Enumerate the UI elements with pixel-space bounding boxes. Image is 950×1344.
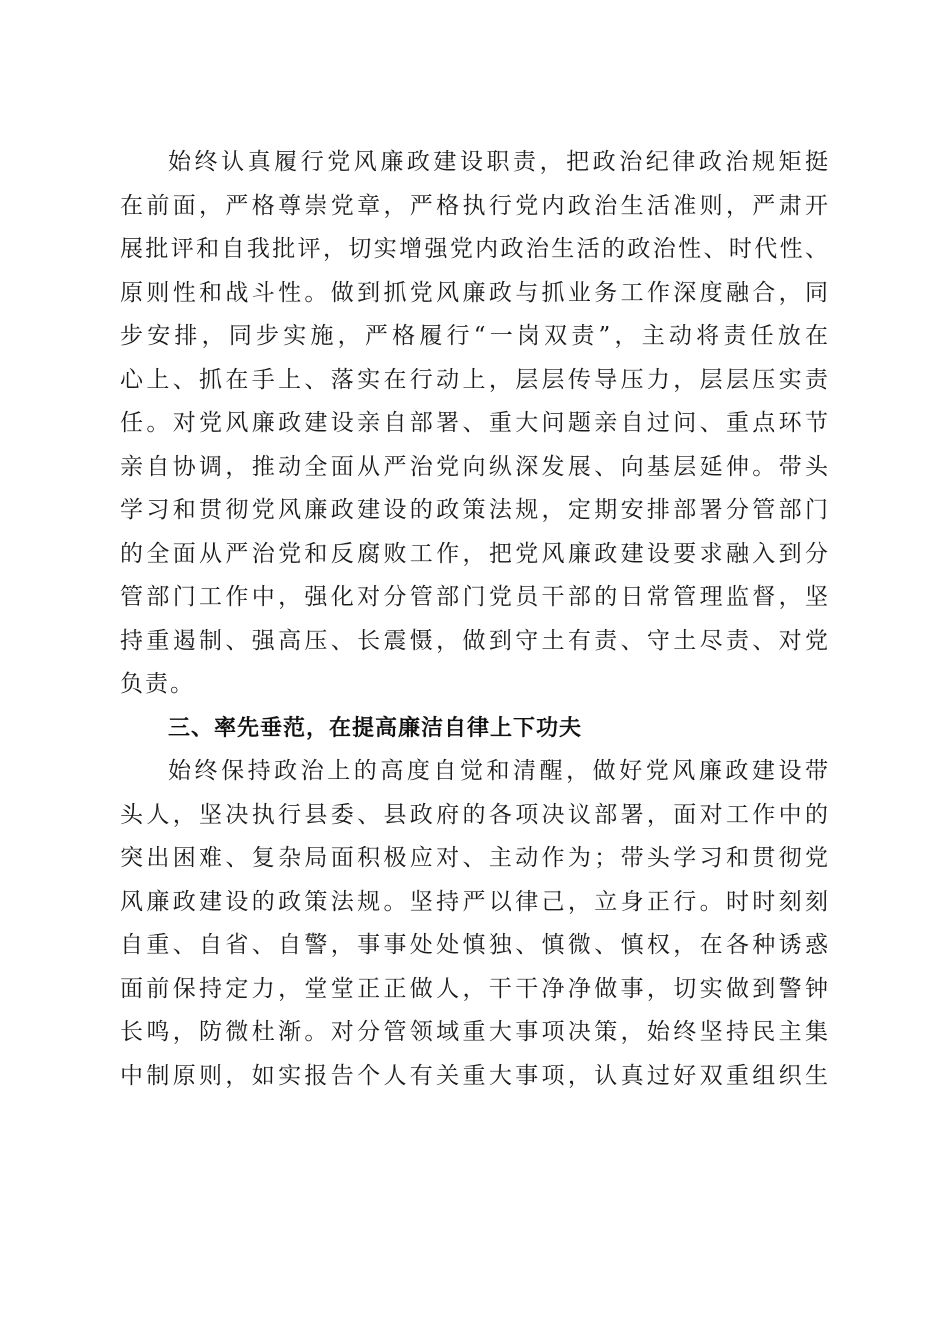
text-line: 学习和贯彻党风廉政建设的政策法规，定期安排部署分管部门: [120, 497, 830, 523]
text-line: 任。对党风廉政建设亲自部署、重大问题亲自过问、重点环节: [120, 410, 830, 436]
text-line: 的全面从严治党和反腐败工作，把党风廉政建设要求融入到分: [120, 540, 830, 567]
text-line: 中制原则，如实报告个人有关重大事项，认真过好双重组织生: [120, 1062, 830, 1089]
text-line: 面前保持定力，堂堂正正做人，干干净净做事，切实做到警钟: [120, 975, 830, 1002]
document-body: [120, 141, 830, 1098]
text-line: 亲自协调，推动全面从严治党向纵深发展、向基层延伸。带头: [120, 453, 830, 480]
text-line: 在前面，严格尊崇党章，严格执行党内政治生活准则，严肃开: [120, 192, 830, 219]
text-line: 心上、抓在手上、落实在行动上，层层传导压力，层层压实责: [120, 366, 830, 393]
text-line: 头人，坚决执行县委、县政府的各项决议部署，面对工作中的: [120, 801, 830, 828]
section-heading: 三、率先垂范，在提高廉洁自律上下功夫: [168, 715, 583, 741]
text-line: 持重遏制、强高压、长震慑，做到守土有责、守土尽责、对党: [120, 627, 830, 654]
text-line: 突出困难、复杂局面积极应对、主动作为；带头学习和贯彻党: [120, 845, 830, 871]
text-line: 负责。: [120, 671, 195, 697]
text-line: 风廉政建设的政策法规。坚持严以律己，立身正行。时时刻刻: [120, 888, 830, 915]
text-line: 自重、自省、自警，事事处处慎独、慎微、慎权，在各种诱惑: [120, 932, 830, 958]
text-line: 步安排，同步实施，严格履行“一岗双责”，主动将责任放在: [120, 323, 830, 349]
text-line: 原则性和战斗性。做到抓党风廉政与抓业务工作深度融合，同: [120, 279, 830, 306]
paragraph-self-discipline: [120, 750, 830, 1098]
paragraph-responsibility: [120, 141, 830, 707]
text-line: 管部门工作中，强化对分管部门党员干部的日常管理监督，坚: [120, 584, 830, 610]
text-line: 长鸣，防微杜渐。对分管领域重大事项决策，始终坚持民主集: [120, 1019, 830, 1045]
text-line: 始终保持政治上的高度自觉和清醒，做好党风廉政建设带: [168, 758, 830, 784]
text-line: 始终认真履行党风廉政建设职责，把政治纪律政治规矩挺: [168, 149, 830, 175]
text-line: 展批评和自我批评，切实增强党内政治生活的政治性、时代性、: [120, 236, 830, 262]
